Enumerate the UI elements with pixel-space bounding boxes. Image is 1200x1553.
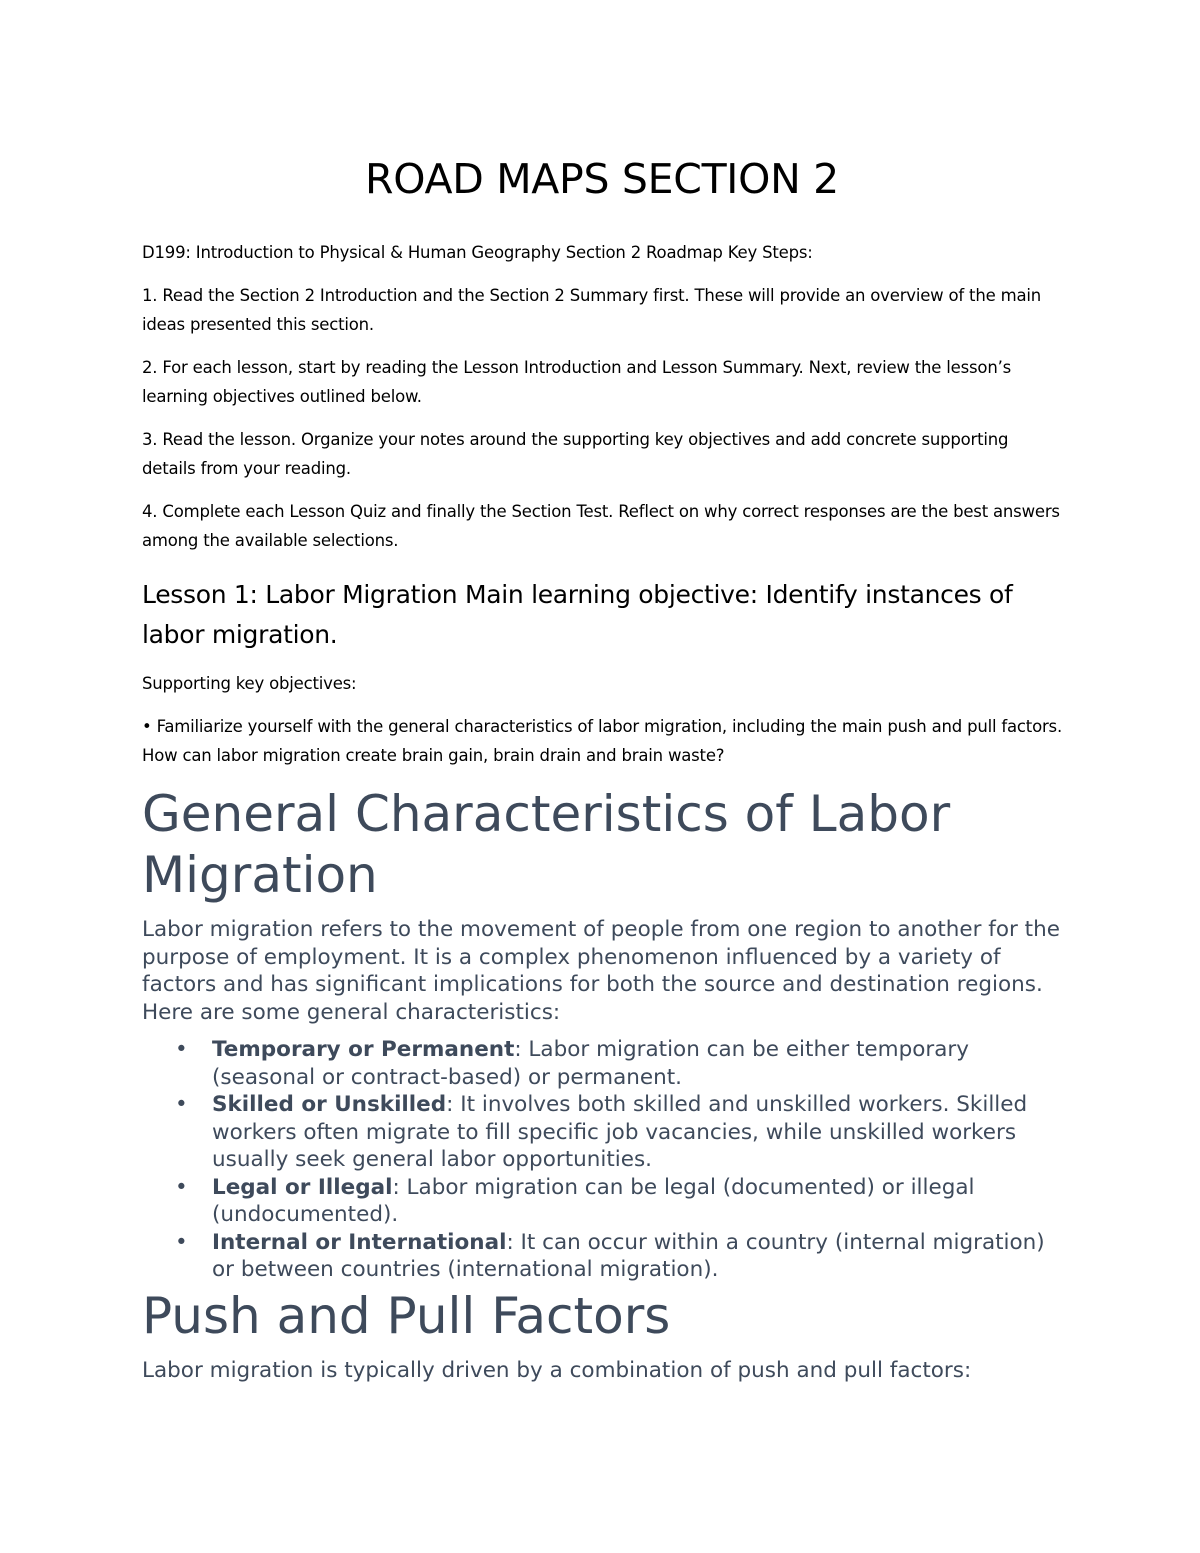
roadmap-step-4: 4. Complete each Lesson Quiz and finally the Section Test. Reflect on why correct responses are the best answers among the available selections. [142, 502, 1060, 550]
characteristic-term: Internal or International [212, 1229, 507, 1255]
list-item [142, 1174, 1062, 1229]
bullet-icon: • [175, 1229, 188, 1255]
bullet-icon: • [175, 1092, 188, 1117]
document-content [142, 150, 1062, 1394]
characteristic-term: Temporary or Permanent [212, 1037, 515, 1062]
characteristic-term: Legal or Illegal [212, 1174, 393, 1200]
roadmap-step-2: 2. For each lesson, start by reading the Lesson Introduction and Lesson Summary. Next, review the lesson’s learning objectives outlined below. [142, 358, 1012, 406]
characteristics-list [142, 1036, 1062, 1284]
list-item [142, 1036, 1062, 1091]
supporting-objectives-label: Supporting key objectives: [142, 674, 357, 693]
characteristic-text: : It involves both skilled and unskilled workers. Skilled workers often migrate to fill specific job vacancies, while unskilled workers usually seek general labor opportunities. [212, 1092, 1028, 1172]
roadmap-step-1: 1. Read the Section 2 Introduction and the Section 2 Summary first. These will provide an overview of the main ideas presented this section. [142, 286, 1042, 334]
bullet-icon: • [175, 1174, 188, 1200]
general-characteristics-intro: Labor migration refers to the movement of people from one region to another for the purpose of employment. It is a complex phenomenon influenced by a variety of factors and has significant implications for both the source and destination regions. Here are some general characteristics: [142, 917, 1060, 1025]
bullet-icon: • [175, 1037, 188, 1062]
push-pull-intro: Labor migration is typically driven by a combination of push and pull factors: [142, 1357, 972, 1383]
characteristic-text: : It can occur within a country (internal migration) or between countries (international migration). [212, 1229, 1045, 1282]
roadmap-step-3: 3. Read the lesson. Organize your notes around the supporting key objectives and add concrete supporting details from your reading. [142, 430, 1009, 478]
characteristic-term: Skilled or Unskilled [212, 1092, 447, 1117]
list-item [142, 1091, 1062, 1174]
characteristic-text: : Labor migration can be legal (documented) or illegal (undocumented). [212, 1174, 975, 1227]
general-characteristics-heading: General Characteristics of Labor Migration [142, 785, 951, 904]
list-item [142, 1229, 1062, 1284]
push-pull-heading: Push and Pull Factors [142, 1286, 671, 1345]
document-title: ROAD MAPS SECTION 2 [365, 155, 839, 203]
course-line: D199: Introduction to Physical & Human Geography Section 2 Roadmap Key Steps: [142, 243, 813, 262]
characteristic-text: : Labor migration can be either temporary (seasonal or contract-based) or permanent. [212, 1037, 969, 1090]
lesson-heading: Lesson 1: Labor Migration Main learning objective: Identify instances of labor migration. [142, 580, 1013, 649]
supporting-objective-bullet: • Familiarize yourself with the general characteristics of labor migration, including the main push and pull factors. How can labor migration create brain gain, brain drain and brain waste? [142, 717, 1062, 765]
